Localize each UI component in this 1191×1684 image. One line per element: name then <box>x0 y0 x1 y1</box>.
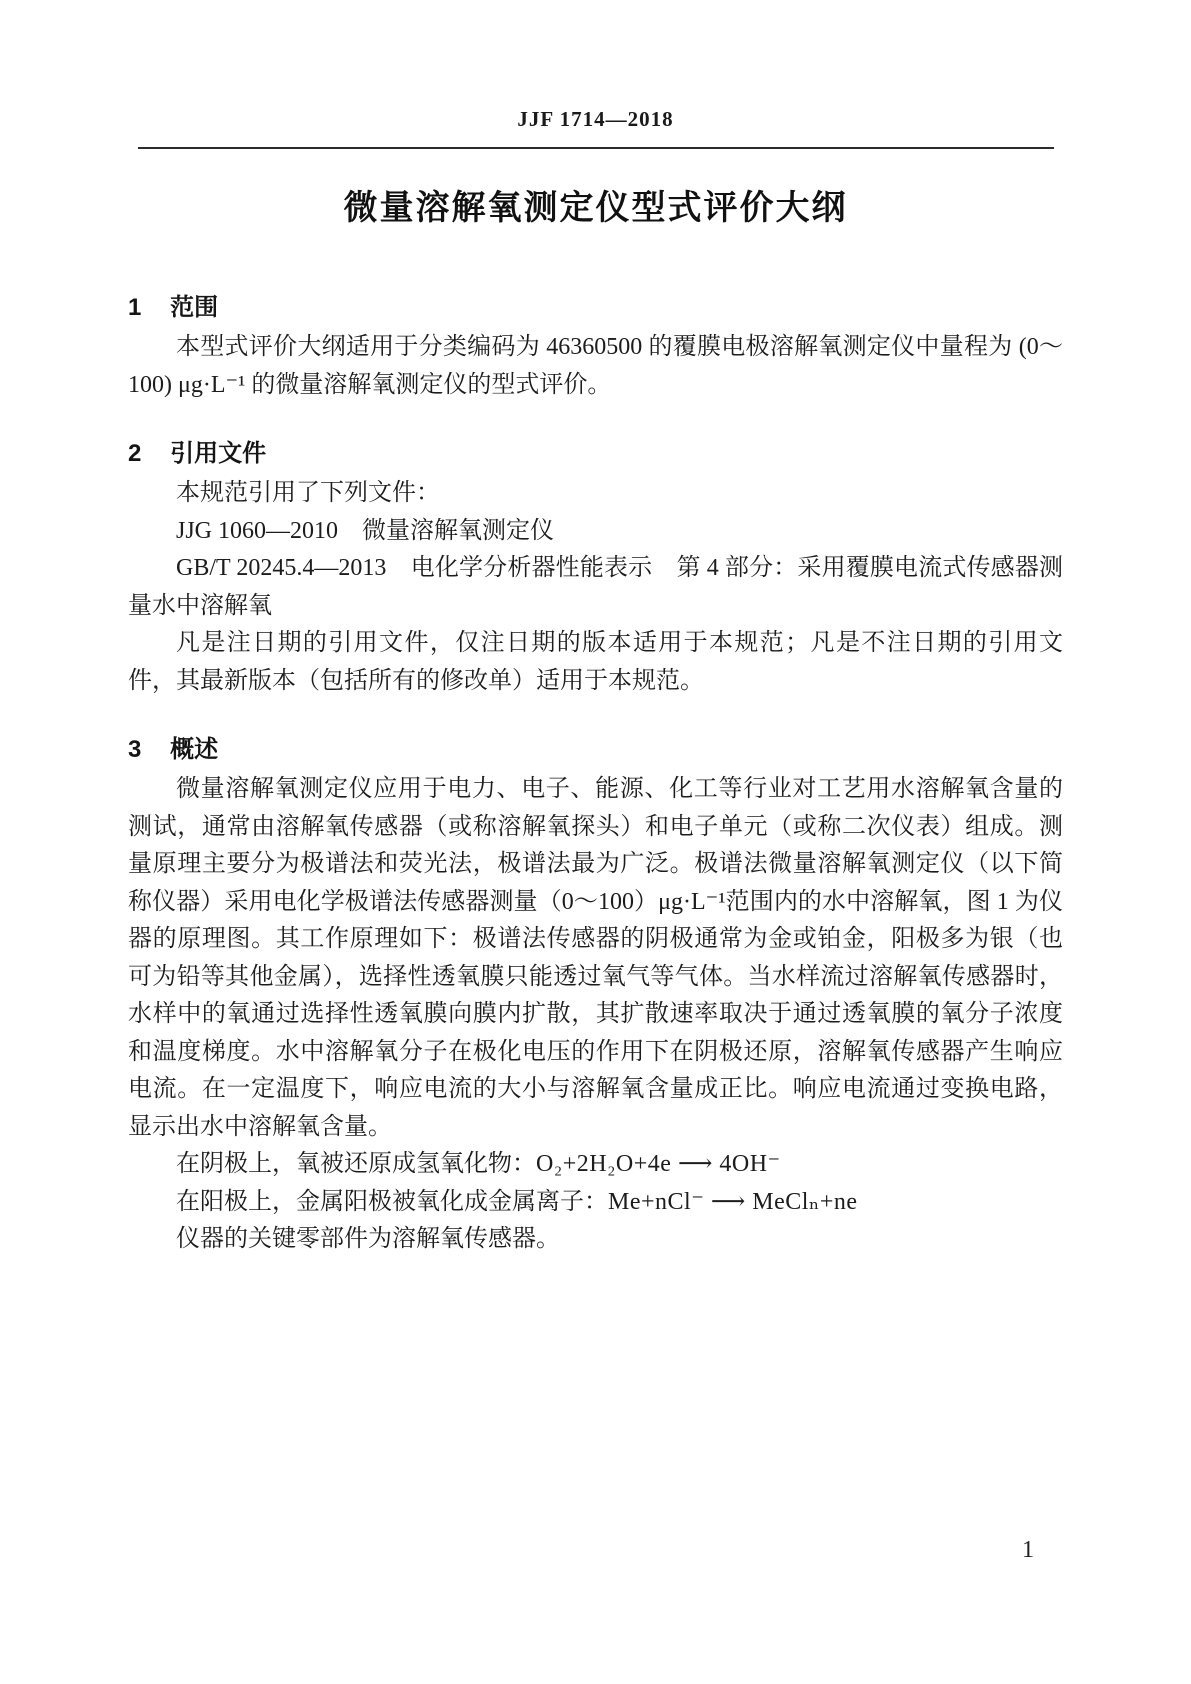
section-3-closing-line: 仪器的关键零部件为溶解氧传感器。 <box>176 1226 560 1252</box>
section-1-label: 范围 <box>170 294 219 321</box>
formula-cathode-lead: 在阴极上，氧被还原成氢氧化物： <box>176 1151 536 1177</box>
section-1-number: 1 <box>128 294 142 321</box>
section-3-overview-paragraph: 微量溶解氧测定仪应用于电力、电子、能源、化工等行业对工艺用水溶解氧含量的测试，通常由溶解氧传感器（或称溶解氧探头）和电子单元（或称二次仪表）组成。测量原理主要分为极谱法和荧光法，极谱法最为广泛。极谱法微量溶解氧测定仪（以下简称仪器）采用电化学极谱法传感器测量（0～100）μg·L⁻¹范围内的水中溶解氧，图 1 为仪器的原理图。其工作原理如下：极谱法传感器的阴极通常为金或铂金，阳极多为银（也可为铅等其他金属），选择性透氧膜只能透过氧气等气体。当水样流过溶解氧传感器时，水样中的氧通过选择性透氧膜向膜内扩散，其扩散速率取决于通过透氧膜的氧分子浓度和温度梯度。水中溶解氧分子在极化电压的作用下在阴极还原，溶解氧传感器产生响应电流。在一定温度下，响应电流的大小与溶解氧含量成正比。响应电流通过变换电路，显示出水中溶解氧含量。 <box>128 776 1063 1140</box>
document-body <box>128 293 1063 1259</box>
reference-gbt-20245: GB/T 20245.4—2013 电化学分析器性能表示 第 4 部分：采用覆膜电流式传感器测量水中溶解氧 <box>128 555 1063 619</box>
formula-line-cathode <box>128 1146 1063 1184</box>
section-1-paragraph: 本型式评价大纲适用于分类编码为 46360500 的覆膜电极溶解氧测定仪中量程为 (0～100) μg·L⁻¹ 的微量溶解氧测定仪的型式评价。 <box>128 334 1063 398</box>
header-divider <box>138 147 1054 149</box>
section-3-heading <box>128 735 1063 765</box>
section-2-number: 2 <box>128 440 142 467</box>
section-2-paragraph-dated-note: 凡是注日期的引用文件，仅注日期的版本适用于本规范；凡是不注日期的引用文件，其最新版本（包括所有的修改单）适用于本规范。 <box>128 630 1063 694</box>
formula-anode-expression: Me+nCl⁻ ⟶ MeClₙ+ne <box>608 1188 858 1215</box>
section-3-label: 概述 <box>170 736 219 763</box>
section-1-heading <box>128 293 1063 323</box>
section-2-heading <box>128 439 1063 469</box>
reference-jjg-1060: JJG 1060—2010 微量溶解氧测定仪 <box>176 517 555 544</box>
section-3-number: 3 <box>128 736 142 763</box>
formula-cathode-expression: O₂+2H₂O+4e ⟶ 4OH⁻ <box>536 1151 781 1177</box>
section-2-paragraph-intro: 本规范引用了下列文件： <box>176 480 440 506</box>
formula-anode-lead: 在阳极上，金属阳极被氧化成金属离子： <box>176 1188 608 1215</box>
page-number: 1 <box>1022 1537 1034 1563</box>
section-2-label: 引用文件 <box>170 440 267 467</box>
document-title: 微量溶解氧测定仪型式评价大纲 <box>343 189 848 227</box>
header-standard-code: JJF 1714—2018 <box>517 107 674 131</box>
formula-line-anode <box>128 1184 1063 1222</box>
